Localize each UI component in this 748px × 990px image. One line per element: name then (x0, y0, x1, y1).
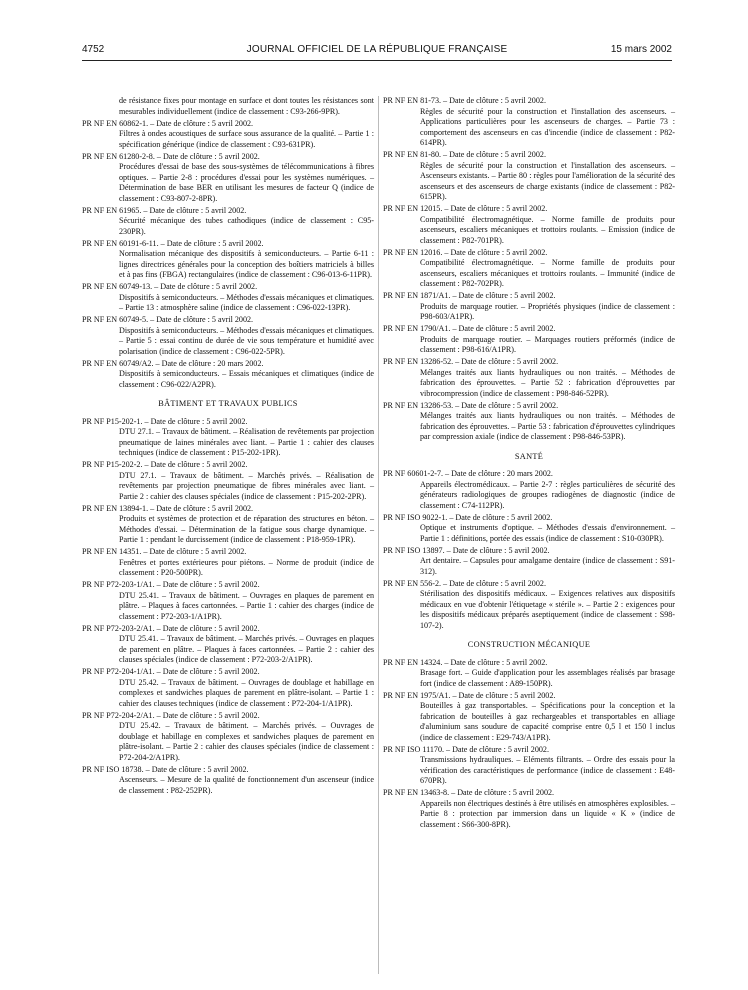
entry-heading: PR NF EN 13286-52. – Date de clôture : 5 avril 2002. (383, 357, 559, 366)
left-entries-top (82, 119, 374, 391)
standard-entry (82, 460, 374, 502)
entry-heading: PR NF ISO 13897. – Date de clôture : 5 avril 2002. (383, 545, 550, 555)
standard-entry (383, 401, 675, 443)
entry-description: Règles de sécurité pour la construction et l'installation des ascenseurs. – Ascenseurs existants. – Partie 80 : règles pour l'amélioration de la sécurité des ascenseurs et des ascenseurs de charge existants (indice de classement : P82-615PR). (420, 160, 675, 201)
standard-entry (383, 324, 675, 356)
entry-description: Brasage fort. – Guide d'application pour les assemblages réalisés par brasage fort (indice de classement : A89-150PR). (420, 668, 675, 688)
standard-entry (82, 580, 374, 622)
entry-heading: PR NF EN 556-2. – Date de clôture : 5 avril 2002. (383, 578, 546, 588)
entry-description: Bouteilles à gaz transportables. – Spécifications pour la conception et la fabrication de bouteilles à gaz rechargeables et transportables en alliage d'aluminium sans soudure de capacité comprise entre 0,5 l et 150 l inclus (indice de classement : E29-743/A1PR). (420, 701, 675, 742)
entry-description: DTU 25.42. – Travaux de bâtiment. – Ouvrages de doublage et habillage en complexes et sandwiches plaques de parement en plâtre-isolant. – Partie 1 : cahier des clauses techniques (indice de classement : P72-204-1/A1PR). (119, 677, 374, 708)
standard-entry (383, 204, 675, 246)
entry-description: Mélanges traités aux liants hydrauliques ou non traités. – Méthodes de fabrication des éprouvettes. – Partie 53 : fabrication d'éprouvettes cylindriques par compression axiale (indice de classement : P98-846-53PR). (420, 411, 675, 441)
entry-heading: PR NF EN 60749-13. – Date de clôture : 5 avril 2002. (82, 282, 258, 291)
section-title-construction-mecanique: CONSTRUCTION MÉCANIQUE (467, 640, 591, 649)
entry-description: Produits et systèmes de protection et de réparation des structures en béton. – Méthodes d'essai. – Détermination de la fatigue sous charge dynamique. – Partie 1 : pendant le durcissement (indice de classement : P18-959-1PR). (119, 514, 374, 544)
entry-heading: PR NF ISO 18738. – Date de clôture : 5 avril 2002. (82, 764, 249, 774)
entry-description: Optique et instruments d'optique. – Méthodes d'essais d'environnement. – Partie 1 : définitions, portée des essais (indice de classement : S10-030PR). (420, 523, 675, 543)
standard-entry (82, 239, 374, 281)
entry-description: DTU 25.42. – Travaux de bâtiment. – Marchés privés. – Ouvrages de doublage et habillage en complexes et sandwiches plaques de parement en plâtre-isolant. – Partie 2 : cahier des clauses spéciales (indice de classement : P72-204-2/A1PR). (119, 721, 374, 762)
journal-title: JOURNAL OFFICIEL DE LA RÉPUBLIQUE FRANÇAISE (246, 44, 508, 55)
entry-description: Appareils non électriques destinés à être utilisés en atmosphères explosibles. – Partie 8 : protection par immersion dans un liquide « K » (indice de classement : S66-300-8PR). (420, 798, 675, 829)
entry-description: Dispositifs à semiconducteurs. – Essais mécaniques et climatiques (indice de classement : C96-022/A2PR). (119, 369, 374, 389)
entry-description: Ascenseurs. – Mesure de la qualité de fonctionnement d'un ascenseur (indice de classement : P82-252PR). (119, 775, 374, 795)
standard-entry (383, 150, 675, 203)
entry-description: DTU 25.41. – Travaux de bâtiment. – Ouvrages en plaques de parement en plâtre. – Plaques à faces cartonnées. – Partie 1 : cahier des charges (indice de classement : P72-203-1/A1PR). (119, 590, 374, 621)
entry-heading: PR NF P72-204-2/A1. – Date de clôture : 5 avril 2002. (82, 710, 260, 720)
entry-description: Mélanges traités aux liants hydrauliques ou non traités. – Méthodes de fabrication des éprouvettes. – Partie 52 : fabrication d'éprouvettes par vibrocompression (indice de classement : P98-846-52PR). (420, 367, 675, 398)
entry-description: Dispositifs à semiconducteurs. – Méthodes d'essais mécaniques et climatiques. – Partie 5 : essai continu de durée de vie sous température et humidité avec polarisation (indice de classement : C96-022-5PR). (119, 325, 375, 356)
standard-entry (383, 248, 675, 290)
column-divider (378, 96, 379, 974)
entry-description: Produits de marquage routier. – Propriétés physiques (indice de classement : P98-603/A1PR). (420, 301, 675, 321)
entry-heading: PR NF P72-203-1/A1. – Date de clôture : 5 avril 2002. (82, 580, 260, 589)
entry-description: Produits de marquage routier. – Marquages routiers préformés (indice de classement : P98-616/A1PR). (420, 334, 675, 354)
entry-heading: PR NF EN 60191-6-11. – Date de clôture : 5 avril 2002. (82, 238, 264, 248)
entry-heading: PR NF EN 12015. – Date de clôture : 5 avril 2002. (383, 204, 548, 213)
entry-description: Sécurité mécanique des tubes cathodiques (indice de classement : C95-230PR). (119, 216, 374, 236)
standard-entry (383, 788, 675, 830)
entry-description: Compatibilité électromagnétique. – Norme famille de produits pour ascenseurs, escaliers mécaniques et trottoirs roulants. – Emission (indice de classement : P82-701PR). (420, 214, 675, 245)
page-header (82, 44, 672, 60)
standard-entry (82, 547, 374, 579)
issue-date: 15 mars 2002 (610, 44, 672, 55)
entry-heading: PR NF P15-202-1. – Date de clôture : 5 avril 2002. (82, 416, 248, 426)
entry-heading: PR NF EN 14351. – Date de clôture : 5 avril 2002. (82, 547, 247, 556)
entry-description: Filtres à ondes acoustiques de surface sous assurance de la qualité. – Partie 1 : spécification générique (indice de classement : C93-631PR). (119, 129, 374, 149)
standard-entry (82, 206, 374, 238)
section-title-sante: SANTÉ (514, 451, 544, 461)
entry-description: DTU 25.41. – Travaux de bâtiment. – Marchés privés. – Ouvrages en plaques de parement en plâtre. – Plaques à faces cartonnées. – Partie 2 : cahier des clauses spéciales (indice de classement : P72-203-2/A1PR). (119, 634, 374, 664)
standard-entry (82, 711, 374, 764)
entry-heading: PR NF P72-204-1/A1. – Date de clôture : 5 avril 2002. (82, 667, 260, 676)
standard-entry (82, 119, 374, 151)
entry-description: Transmissions hydrauliques. – Eléments filtrants. – Ordre des essais pour la vérification des caractéristiques de performance (indice de classement : E48-670PR). (420, 755, 675, 785)
entry-heading: PR NF EN 12016. – Date de clôture : 5 avril 2002. (383, 247, 548, 257)
standard-entry (383, 291, 675, 323)
right-entries-sante (383, 469, 675, 631)
entry-heading: PR NF ISO 11170. – Date de clôture : 5 avril 2002. (383, 744, 549, 754)
entry-heading: PR NF EN 61965. – Date de clôture : 5 avril 2002. (82, 205, 247, 215)
entry-description: DTU 27.1. – Travaux de bâtiment. – Réalisation de revêtements par projection pneumatique de laines minérales avec liant. – Partie 1 : cahier des clauses techniques (indice de classement : P15-202-1PR). (119, 427, 374, 457)
entry-heading: PR NF EN 60749-5. – Date de clôture : 5 avril 2002. (82, 315, 254, 324)
entry-heading: PR NF EN 1871/A1. – Date de clôture : 5 avril 2002. (383, 291, 556, 300)
standard-entry (82, 667, 374, 709)
entry-heading: PR NF 60601-2-7. – Date de clôture : 20 mars 2002. (383, 469, 553, 478)
section-title-batiment: BÂTIMENT ET TRAVAUX PUBLICS (158, 399, 298, 408)
standard-entry (383, 579, 675, 632)
entry-heading: PR NF P15-202-2. – Date de clôture : 5 avril 2002. (82, 460, 248, 469)
continued-text: de résistance fixes pour montage en surface et dont toutes les résistances sont mesurables individuellement (indice de classement : C93-266-9PR). (119, 96, 374, 116)
entry-description: Normalisation mécanique des dispositifs à semiconducteurs. – Partie 6-11 : lignes directrices générales pour la conception des boîtiers matriciels à billes et à pas fins (FBGA) rectangulaires (indice de classement : C96-013-6-11PR). (119, 249, 374, 279)
right-entries-top (383, 96, 675, 443)
right-column (383, 96, 675, 832)
entry-heading: PR NF EN 60862-1. – Date de clôture : 5 avril 2002. (82, 118, 254, 128)
standard-entry (383, 469, 675, 511)
standard-entry (82, 417, 374, 459)
standard-entry (383, 658, 675, 690)
standard-entry (82, 282, 374, 314)
page-number: 4752 (82, 44, 105, 55)
standard-entry (383, 96, 675, 149)
entry-description: Dispositifs à semiconducteurs. – Méthodes d'essais mécaniques et climatiques. – Partie 13 : atmosphère saline (indice de classement : C96-022-13PR). (119, 292, 375, 312)
entry-description: Appareils électromédicaux. – Partie 2-7 : règles particulières de sécurité des générateurs radiologiques de groupes radiogènes de diagnostic (indice de classement : C74-112PR). (420, 479, 675, 510)
entry-description: DTU 27.1. – Travaux de bâtiment. – Marchés privés. – Réalisation de revêtements par projection pneumatique de fibres minérales avec liant. – Partie 2 : cahier des clauses spéciales (indice de classement : P15-202-2PR). (119, 470, 374, 501)
entry-heading: PR NF EN 13894-1. – Date de clôture : 5 avril 2002. (82, 503, 254, 513)
entry-heading: PR NF EN 81-80. – Date de clôture : 5 avril 2002. (383, 150, 546, 159)
entry-heading: PR NF EN 13463-8. – Date de clôture : 5 avril 2002. (383, 788, 555, 797)
standard-entry (383, 691, 675, 744)
standard-entry (383, 357, 675, 399)
standard-entry (383, 745, 675, 787)
standard-entry (82, 624, 374, 666)
entry-description: Règles de sécurité pour la construction et l'installation des ascenseurs. – Applications particulières pour les ascenseurs de charges. – Partie 73 : comportement des ascenseurs en cas d'incendie (indice de classement : P82-614PR). (420, 106, 675, 147)
entry-description: Fenêtres et portes extérieures pour piétons. – Norme de produit (indice de classement : P20-500PR). (119, 557, 374, 577)
standard-entry (82, 152, 374, 205)
entry-heading: PR NF EN 13286-53. – Date de clôture : 5 avril 2002. (383, 400, 559, 410)
entry-heading: PR NF EN 1975/A1. – Date de clôture : 5 avril 2002. (383, 690, 556, 700)
header-rule (82, 60, 672, 61)
entry-description: Procédures d'essai de base des sous-systèmes de télécommunications à fibres optiques. – Partie 2-8 : procédures d'essai pour les systèmes numériques. – Détermination de base BER en utilisant les mesures de facteur Q (indice de classement : C93-807-2-8PR). (119, 162, 374, 203)
entry-heading: PR NF EN 81-73. – Date de clôture : 5 avril 2002. (383, 96, 546, 105)
left-column (82, 96, 374, 798)
right-entries-meca (383, 658, 675, 831)
standard-entry (383, 513, 675, 545)
entry-heading: PR NF EN 61280-2-8. – Date de clôture : 5 avril 2002. (82, 151, 260, 161)
entry-description: Art dentaire. – Capsules pour amalgame dentaire (indice de classement : S91-312). (420, 556, 675, 576)
entry-heading: PR NF EN 1790/A1. – Date de clôture : 5 avril 2002. (383, 324, 556, 333)
left-entries-bottom (82, 417, 374, 797)
entry-heading: PR NF ISO 9022-1. – Date de clôture : 5 avril 2002. (383, 512, 553, 522)
entry-heading: PR NF EN 14324. – Date de clôture : 5 avril 2002. (383, 657, 548, 667)
entry-description: Compatibilité électromagnétique. – Norme famille de produits pour ascenseurs, escaliers mécaniques et trottoirs roulants. – Immunité (indice de classement : P82-702PR). (420, 258, 675, 288)
standard-entry (383, 546, 675, 578)
entry-heading: PR NF P72-203-2/A1. – Date de clôture : 5 avril 2002. (82, 623, 260, 633)
standard-entry (82, 765, 374, 797)
standard-entry (82, 359, 374, 391)
entry-heading: PR NF EN 60749/A2. – Date de clôture : 20 mars 2002. (82, 358, 264, 368)
entry-description: Stérilisation des dispositifs médicaux. – Exigences relatives aux dispositifs médicaux en vue d'obtenir l'étiquetage « stérile ». – Partie 2 : exigences pour les dispositifs médicaux préparés aseptiquement (indice de classement : S98-107-2). (420, 589, 675, 630)
standard-entry (82, 315, 374, 357)
standard-entry (82, 504, 374, 546)
